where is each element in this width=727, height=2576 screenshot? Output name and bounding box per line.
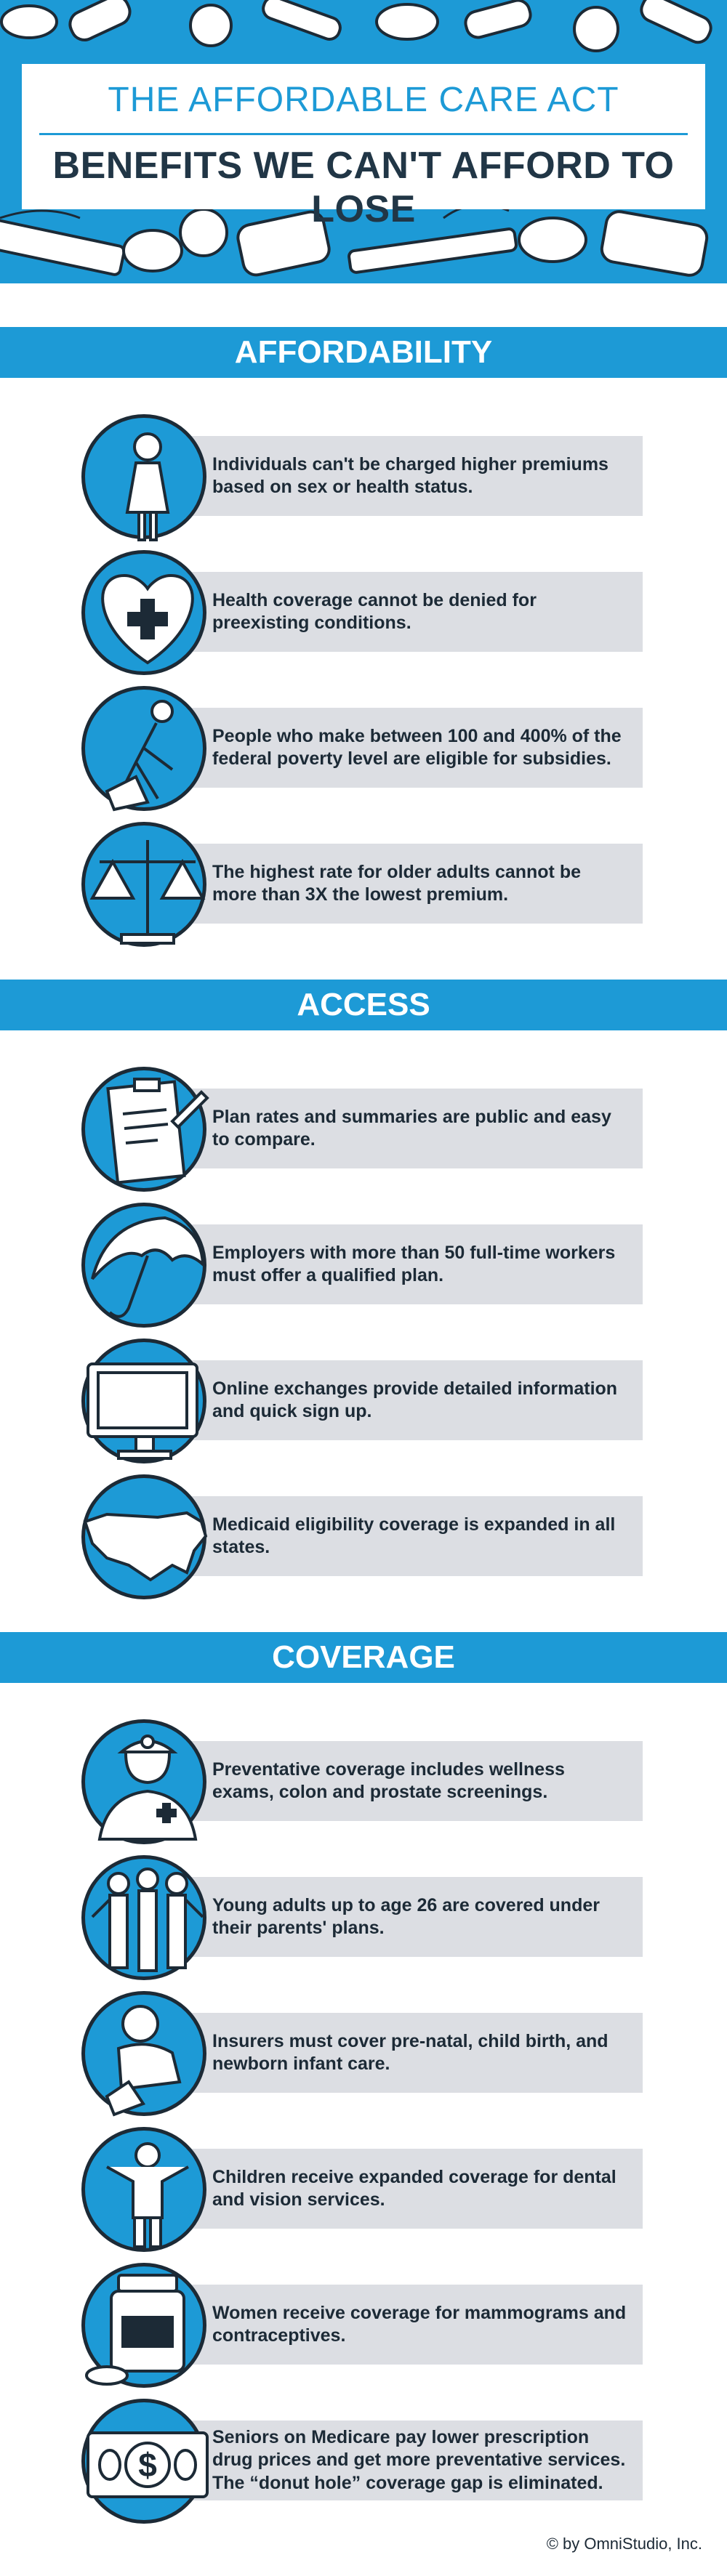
- list-item: [0, 1719, 727, 1844]
- usa-map-icon: [81, 1474, 206, 1599]
- title-card: [22, 64, 705, 230]
- section-heading-affordability: AFFORDABILITY: [0, 327, 727, 378]
- list-item: [0, 2127, 727, 2252]
- doctor-icon: [81, 1719, 206, 1844]
- title-top: THE AFFORDABLE CARE ACT: [108, 81, 619, 119]
- list-item: [0, 1991, 727, 2116]
- section-heading-coverage: COVERAGE: [0, 1632, 727, 1683]
- item-text: Children receive expanded coverage for dental and vision services.: [182, 2149, 643, 2229]
- item-text: Preventative coverage includes wellness exams, colon and prostate screenings.: [182, 1741, 643, 1821]
- clipboard-icon: [81, 1067, 206, 1192]
- list-item: [0, 2263, 727, 2388]
- umbrella-icon: [81, 1203, 206, 1328]
- item-text: The highest rate for older adults cannot be more than 3X the lowest premium.: [182, 844, 643, 924]
- item-text: Women receive coverage for mammograms and contraceptives.: [182, 2285, 643, 2365]
- monitor-icon: [81, 1339, 206, 1463]
- title-bottom: BENEFITS WE CAN'T AFFORD TO LOSE: [52, 145, 675, 230]
- list-item: [0, 1067, 727, 1192]
- item-text: Young adults up to age 26 are covered under their parents' plans.: [182, 1877, 643, 1957]
- item-text: Insurers must cover pre-natal, child birth, and newborn infant care.: [182, 2013, 643, 2093]
- child-icon: [81, 2127, 206, 2252]
- woman-icon: [81, 414, 206, 539]
- baby-icon: [81, 1991, 206, 2116]
- title-divider: [39, 133, 688, 135]
- list-item: [0, 550, 727, 675]
- list-item: [0, 1339, 727, 1463]
- list-item: [0, 686, 727, 811]
- item-text: Online exchanges provide detailed information and quick sign up.: [182, 1360, 643, 1440]
- list-item: [0, 1855, 727, 1980]
- worker-shovel-icon: [81, 686, 206, 811]
- item-text: Plan rates and summaries are public and easy to compare.: [182, 1089, 643, 1168]
- list-item: [0, 822, 727, 947]
- item-text: Employers with more than 50 full-time workers must offer a qualified plan.: [182, 1224, 643, 1304]
- item-text: Seniors on Medicare pay lower prescription drug prices and get more preventative services. The “donut hole” coverage gap is eliminated.: [182, 2420, 643, 2500]
- copyright-credit: © by OmniStudio, Inc.: [546, 2535, 702, 2553]
- list-item: [0, 1474, 727, 1599]
- section-heading-access: ACCESS: [0, 980, 727, 1030]
- item-text: Medicaid eligibility coverage is expanded in all states.: [182, 1496, 643, 1576]
- dollar-bill-icon: [81, 2399, 206, 2524]
- list-item: [0, 1203, 727, 1328]
- svg-text:$: $: [138, 2446, 157, 2484]
- item-text: Individuals can't be charged higher premiums based on sex or health status.: [182, 436, 643, 516]
- list-item: [0, 414, 727, 539]
- heart-cross-icon: [81, 550, 206, 675]
- scales-icon: [81, 822, 206, 947]
- medicine-bottle-icon: [81, 2263, 206, 2388]
- item-text: Health coverage cannot be denied for preexisting conditions.: [182, 572, 643, 652]
- list-item: [0, 2399, 727, 2524]
- item-text: People who make between 100 and 400% of the federal poverty level are eligible for subsidies.: [182, 708, 643, 788]
- young-adults-icon: [81, 1855, 206, 1980]
